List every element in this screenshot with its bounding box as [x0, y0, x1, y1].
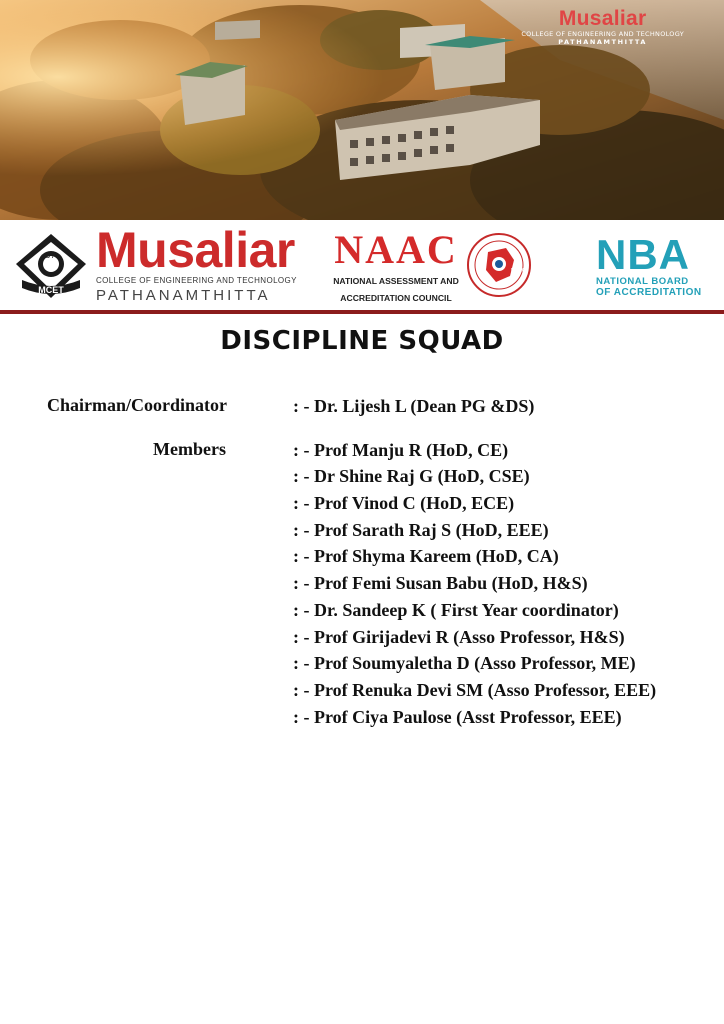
- naac-seal-text: NAAC: [511, 268, 526, 274]
- member-entry: : - Prof Sarath Raj S (HoD, EEE): [293, 519, 549, 540]
- college-city: PATHANAMTHITTA: [96, 287, 271, 304]
- emblem-text: MCET: [38, 285, 64, 295]
- naac-line1: NATIONAL ASSESSMENT AND: [333, 276, 459, 286]
- banner-college-logo: [521, 8, 684, 46]
- college-subtitle: COLLEGE OF ENGINEERING AND TECHNOLOGY: [96, 276, 297, 285]
- naac-line2: ACCREDITATION COUNCIL: [340, 293, 452, 303]
- college-name: Musaliar: [96, 222, 295, 278]
- header-divider: [0, 310, 724, 314]
- chair-entry: : - Dr. Lijesh L (Dean PG &DS): [293, 396, 535, 416]
- member-entry: : - Dr. Sandeep K ( First Year coordinator): [293, 599, 619, 620]
- mcet-emblem-icon: [12, 230, 90, 307]
- committee-list: [293, 395, 656, 732]
- member-entry: : - Prof Ciya Paulose (Asst Professor, EEE): [293, 706, 622, 727]
- nba-logo: [596, 231, 710, 298]
- chair-label: Chairman/Coordinator: [47, 395, 227, 415]
- members-label: Members: [153, 439, 226, 459]
- accreditation-logo-strip: [0, 220, 724, 310]
- member-entry: : - Prof Manju R (HoD, CE): [293, 439, 509, 460]
- naac-logo: [330, 227, 462, 304]
- campus-photo-banner: [0, 0, 724, 220]
- page-title: DISCIPLINE SQUAD: [220, 326, 504, 356]
- member-entry: : - Prof Renuka Devi SM (Asso Professor, EEE): [293, 679, 657, 700]
- emblem-letters: S A: [44, 251, 58, 260]
- member-entry: : - Prof Soumyaletha D (Asso Professor, ME): [293, 653, 636, 674]
- college-logo: [96, 222, 297, 304]
- member-entry: : - Prof Shyma Kareem (HoD, CA): [293, 546, 559, 567]
- banner-logo-name: Musaliar: [558, 7, 647, 30]
- member-entry: : - Prof Femi Susan Babu (HoD, H&S): [293, 573, 588, 594]
- nba-line1: NATIONAL BOARD: [596, 276, 689, 287]
- member-entry: : - Dr Shine Raj G (HoD, CSE): [293, 466, 530, 487]
- naac-acronym: NAAC: [334, 227, 458, 272]
- nba-acronym: NBA: [596, 231, 690, 278]
- banner-logo-tagline: COLLEGE OF ENGINEERING AND TECHNOLOGY: [521, 30, 684, 38]
- banner-logo-city: PATHANAMTHITTA: [558, 38, 648, 46]
- member-entry: : - Prof Vinod C (HoD, ECE): [293, 493, 515, 514]
- member-entry: : - Prof Girijadevi R (Asso Professor, H&S): [293, 626, 625, 647]
- naac-seal-icon: [466, 232, 532, 303]
- nba-line2: OF ACCREDITATION: [596, 287, 702, 298]
